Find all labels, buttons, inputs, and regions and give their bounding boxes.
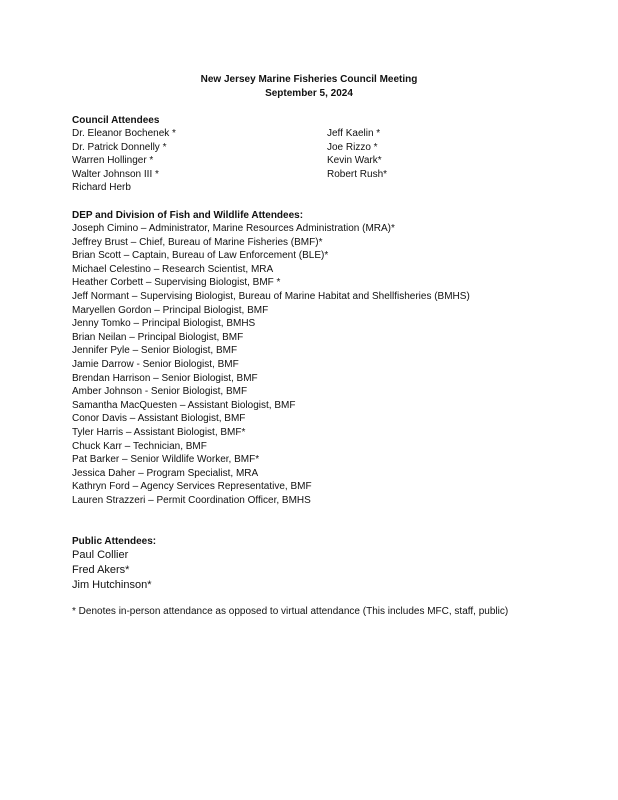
list-item: Brian Scott – Captain, Bureau of Law Enforcement (BLE)*: [72, 250, 329, 262]
meeting-date: September 5, 2024: [265, 88, 353, 99]
public-attendees-heading: Public Attendees:: [72, 536, 157, 547]
council-attendees-heading: Council Attendees: [72, 115, 160, 126]
document-title: New Jersey Marine Fisheries Council Meeting: [200, 74, 418, 85]
dep-attendees-list: [72, 222, 470, 507]
list-item: Jenny Tomko – Principal Biologist, BMHS: [72, 318, 256, 330]
list-item: Jeff Kaelin *: [327, 128, 381, 139]
council-attendees-right-column: [327, 127, 387, 181]
list-item: Joseph Cimino – Administrator, Marine Resources Administration (MRA)*: [72, 223, 395, 234]
list-item: Brendan Harrison – Senior Biologist, BMF: [72, 372, 258, 384]
list-item: Brian Neilan – Principal Biologist, BMF: [72, 331, 244, 343]
council-attendees-left-column: [72, 127, 176, 195]
list-item: Fred Akers*: [72, 564, 130, 576]
list-item: Pat Barker – Senior Wildlife Worker, BMF*: [72, 454, 260, 466]
list-item: Kevin Wark*: [327, 155, 382, 167]
list-item: Chuck Karr – Technician, BMF: [72, 440, 207, 452]
dep-attendees-heading: DEP and Division of Fish and Wildlife Attendees:: [72, 210, 304, 221]
list-item: Tyler Harris – Assistant Biologist, BMF*: [72, 426, 246, 438]
list-item: Heather Corbett – Supervising Biologist, BMF *: [72, 277, 281, 289]
list-item: Warren Hollinger *: [72, 155, 154, 167]
attendance-footnote: * Denotes in-person attendance as opposed to virtual attendance (This includes MFC, staff, public): [72, 606, 509, 617]
list-item: Jim Hutchinson*: [72, 579, 152, 591]
list-item: Dr. Eleanor Bochenek *: [72, 128, 176, 139]
list-item: Jeff Normant – Supervising Biologist, Bureau of Marine Habitat and Shellfisheries (BMHS): [72, 290, 470, 302]
list-item: Kathryn Ford – Agency Services Representative, BMF: [72, 481, 312, 493]
list-item: Amber Johnson - Senior Biologist, BMF: [72, 386, 248, 398]
list-item: Paul Collier: [72, 549, 129, 561]
list-item: Jennifer Pyle – Senior Biologist, BMF: [72, 345, 238, 357]
list-item: Maryellen Gordon – Principal Biologist, BMF: [72, 304, 269, 316]
list-item: Joe Rizzo *: [327, 141, 378, 153]
list-item: Lauren Strazzeri – Permit Coordination Officer, BMHS: [72, 494, 311, 506]
list-item: Richard Herb: [72, 182, 131, 194]
list-item: Dr. Patrick Donnelly *: [72, 141, 167, 153]
list-item: Jeffrey Brust – Chief, Bureau of Marine Fisheries (BMF)*: [72, 236, 323, 248]
list-item: Michael Celestino – Research Scientist, MRA: [72, 263, 274, 275]
list-item: Walter Johnson III *: [72, 168, 159, 180]
list-item: Jamie Darrow - Senior Biologist, BMF: [72, 358, 239, 370]
list-item: Robert Rush*: [327, 168, 388, 180]
list-item: Jessica Daher – Program Specialist, MRA: [72, 467, 259, 479]
list-item: Samantha MacQuesten – Assistant Biologist, BMF: [72, 399, 296, 411]
public-attendees-list: [72, 548, 151, 593]
list-item: Conor Davis – Assistant Biologist, BMF: [72, 413, 246, 425]
